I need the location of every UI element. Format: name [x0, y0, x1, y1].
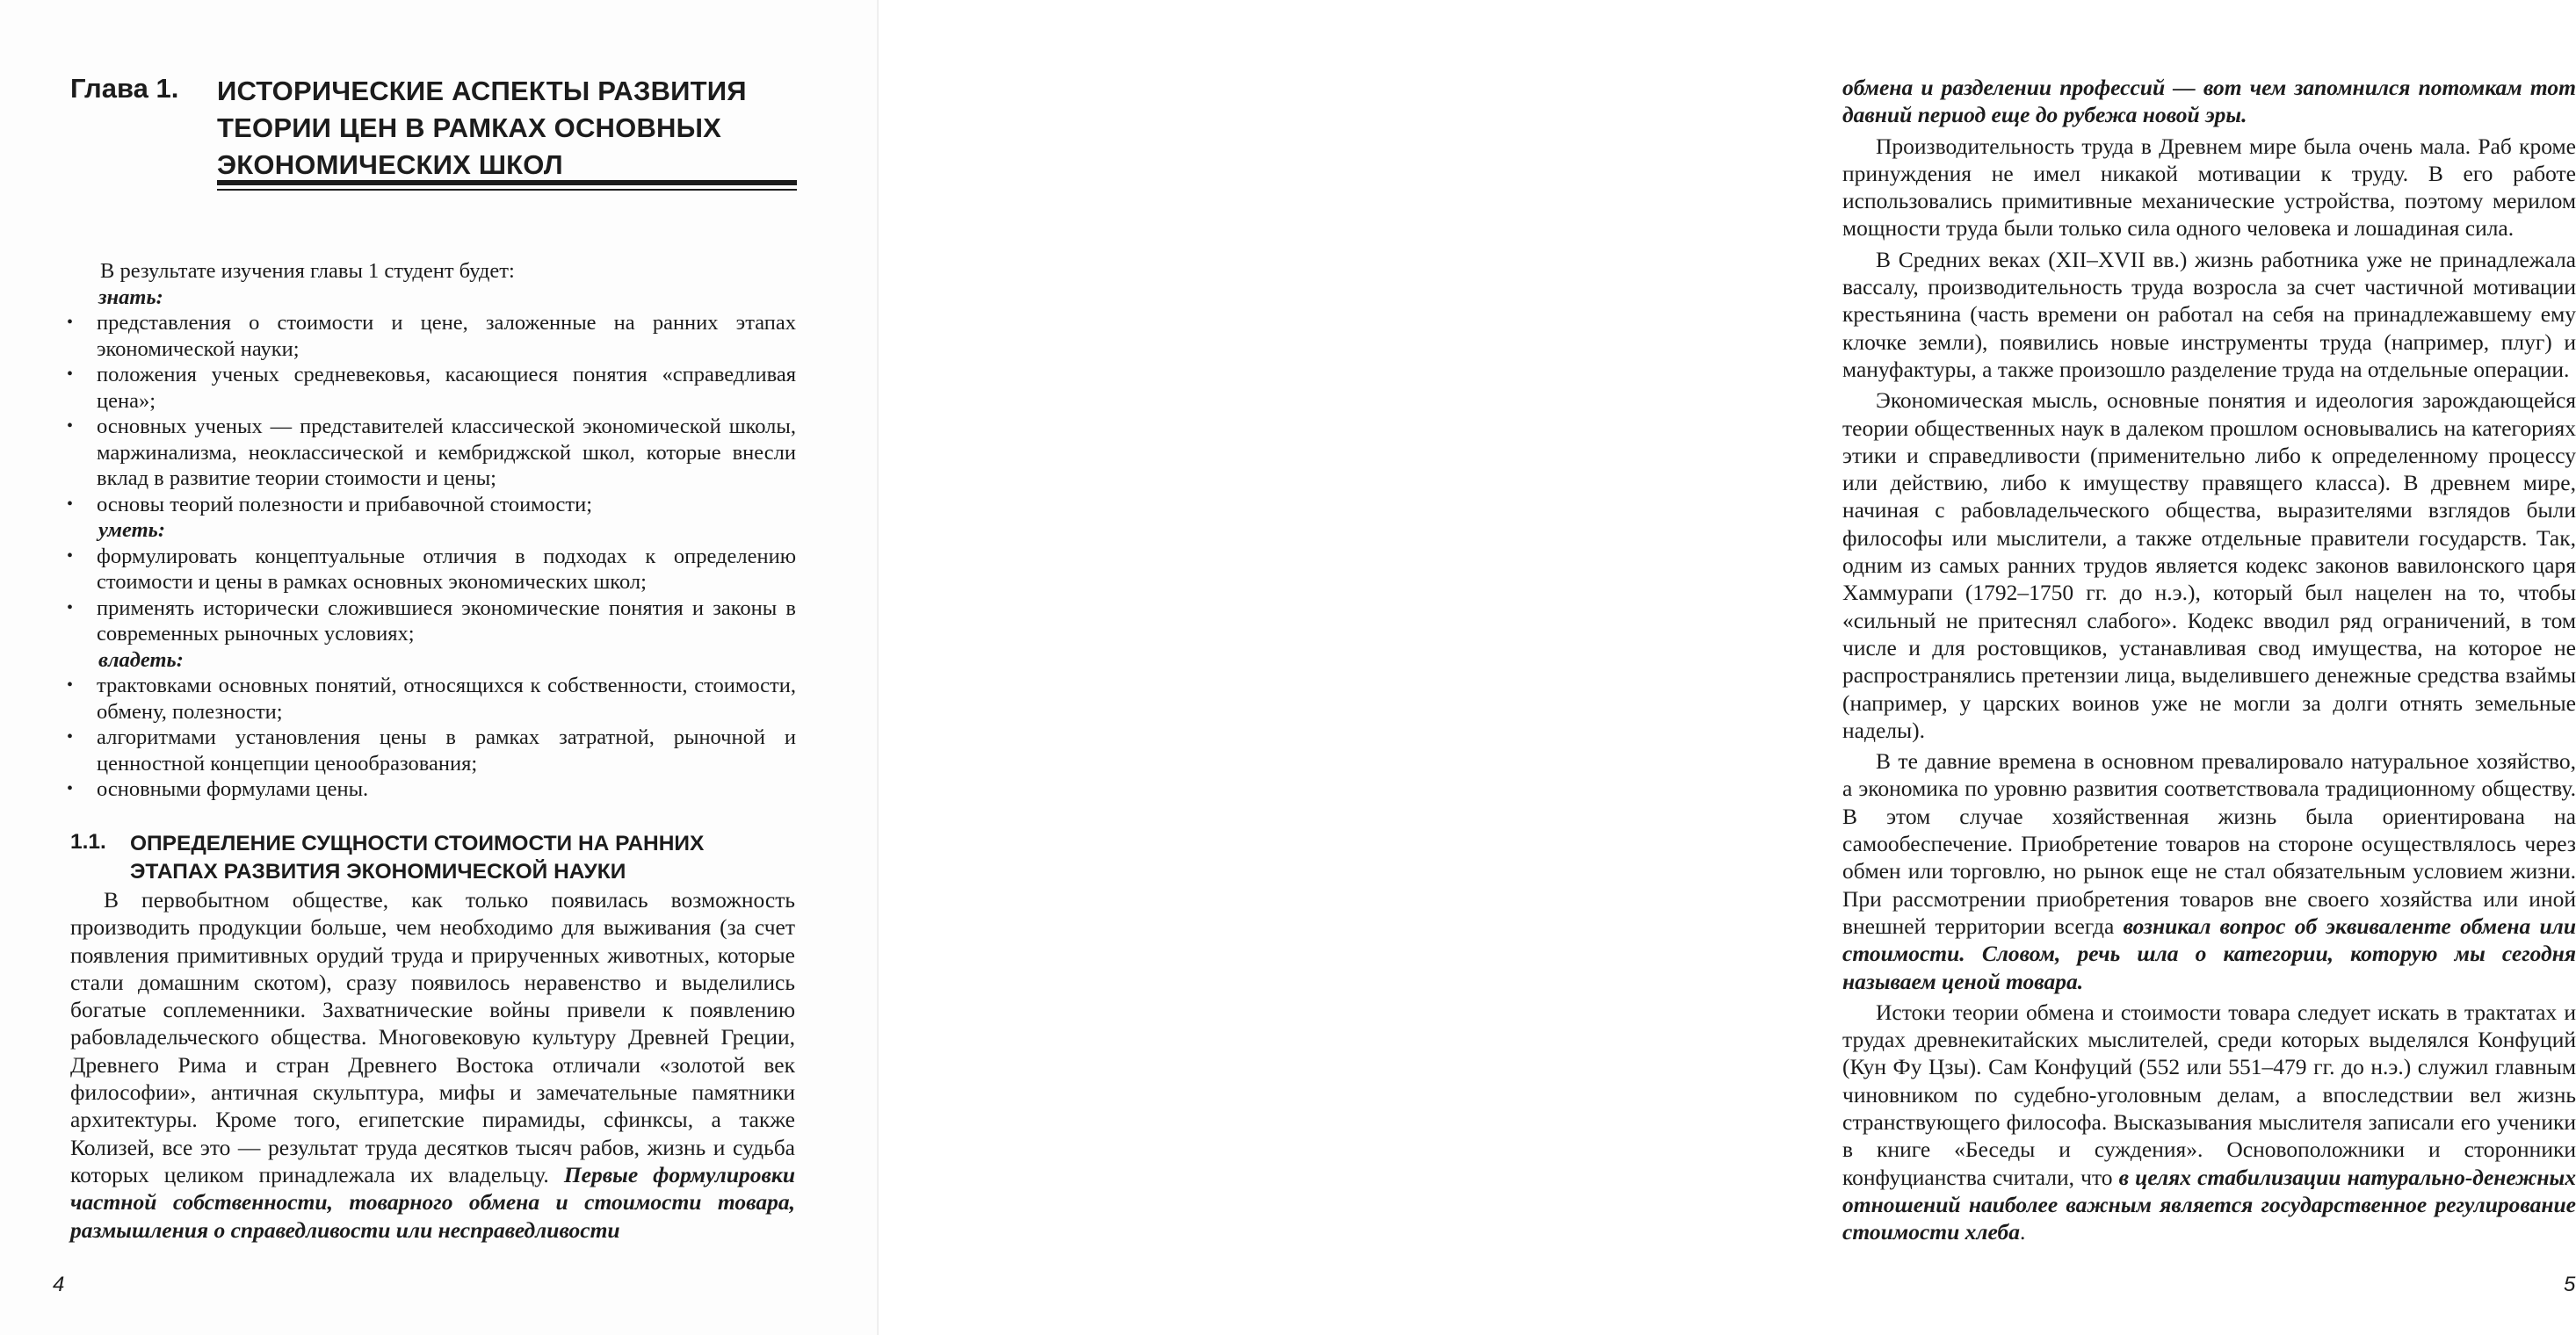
objectives-intro: В результате изучения главы 1 студент будет: — [100, 259, 515, 283]
page-number: 4 — [53, 1273, 65, 1296]
bullet-icon: • — [67, 597, 74, 617]
paragraph: В те давние времена в основном превалировало натуральное хозяйство, а экономика по уровню развития соответствовала традиционному обществу. В этом случае хозяйственная жизнь была ориентирована на самообеспечение. Приобретение товаров на стороне осуществлялось через обмен или торговлю, но рынок еще не стал обязательным условием жизни. При рассмотрении приобретения товаров вне своего хозяйства или иной внешней территории всегда возникал вопрос об эквиваленте обмена или стоимости. Словом, речь шла о категории, которую мы сегодня называем ценой товара. — [1842, 748, 2576, 994]
bullet-icon: • — [67, 779, 74, 798]
list-item: • применять исторически сложившиеся экономические понятия и законы в современных рыночных условиях; — [67, 595, 796, 646]
page-number: 5 — [2564, 1273, 2576, 1296]
bullet-icon: • — [67, 494, 74, 514]
list-item: • основы теорий полезности и прибавочной стоимости; — [67, 492, 593, 516]
section-number: 1.1. — [70, 830, 106, 854]
paragraph: Истоки теории обмена и стоимости товара следует искать в трактатах и трудах древнекитайских мыслителей, среди которых выделялся Конфуций (Кун Фу Цзы). Сам Конфуций (552 или 551–479 гг. до н.э.) служил главным чиновником по судебно-уголовным делам, а впоследствии вел жизнь странствующего философа. Высказывания мыслителя записали его ученики в книге «Беседы и суждения». Основоположники и сторонники конфуцианства считали, что в целях стабилизации натурально-денежных отношений наиболее важным является государственное регулирование стоимости хлеба. — [1842, 999, 2576, 1245]
body-emphasis: Первые формулировки частной собственности, товарного обмена и стоимости товара, размышления о справедливости или несправедливости — [70, 1161, 795, 1243]
chapter-rule-thick — [217, 180, 797, 185]
list-item: • трактовками основных понятий, относящихся к собственности, стоимости, обмену, полезности; — [67, 674, 796, 724]
continuation-emphasis: обмена и разделении профессий — вот чем запомнился потомкам тот давний период еще до рубежа новой эры. — [1842, 75, 2576, 128]
learning-objectives — [67, 258, 796, 803]
own-label: владеть: — [98, 647, 184, 672]
paragraph-emphasis: в целях стабилизации натурально-денежных отношений наиболее важным является государственное регулирование стоимости хлеба — [1842, 1164, 2576, 1245]
list-item: • алгоритмами установления цены в рамках затратной, рыночной и ценностной концепции ценообразования; — [67, 725, 796, 776]
right-body — [1842, 74, 2576, 1245]
list-item: • представления о стоимости и цене, заложенные на ранних этапах экономической науки; — [67, 311, 796, 361]
know-list — [67, 310, 796, 517]
paragraph: Экономическая мысль, основные понятия и идеология зарождающейся теории общественных наук в далеком прошлом основывались на категориях этики и справедливости (применительно либо к определенному процессу или действию, либо к имуществу правящего класса). В древнем мире, начиная с рабовладельческого общества, выразителями взглядов были философы или мыслители, а также отдельные правители государств. Так, одним из самых ранних трудов является кодекс законов вавилонского царя Хаммурапи (1792–1750 гг. до н.э.), который был нацелен на то, чтобы «сильный не притеснял слабого». Кодекс вводил ряд ограничений, в том числе и для ростовщиков, устанавливая свод имущества, на которое не распространялись претензии лица, выделившего денежные средства взаймы (например, у царских воинов уже не могли за долги отнять земельные наделы). — [1842, 387, 2576, 743]
list-item: • формулировать концептуальные отличия в подходах к определению стоимости и цены в рамках основных экономических школ; — [67, 544, 796, 594]
bullet-icon: • — [67, 313, 74, 332]
body-text: В первобытном обществе, как только появилась возможность производить продукции больше, чем необходимо для выживания (за счет появления примитивных орудий труда и прирученных животных, которые стали домашним скотом), сразу появилось неравенство и выделились богатые соплеменники. Захватнические войны привели к появлению рабовладельческого общества. Многовековую культуру Древней Греции, Древнего Рима и стран Древнего Востока отличали «золотой век философии», античная скульптура, мифы и замечательные памятники архитектуры. Кроме того, египетские пирамиды, сфинксы, а также Колизей, все это — результат труда десятков тысяч рабов, жизнь и судьба которых целиком принадлежала их владельцу. Первые формулировки частной собственности, товарного обмена и стоимости товара, размышления о справедливости или несправедливости — [70, 887, 795, 1243]
bullet-icon: • — [67, 545, 74, 566]
list-item: • основными формулами цены. — [67, 777, 369, 801]
know-label: знать: — [98, 285, 163, 309]
chapter-title: ИСТОРИЧЕСКИЕ АСПЕКТЫ РАЗВИТИЯ ТЕОРИИ ЦЕН В РАМКАХ ОСНОВНЫХ ЭКОНОМИЧЕСКИХ ШКОЛ — [217, 76, 747, 180]
chapter-rule-thin — [217, 189, 797, 191]
can-list — [67, 544, 796, 647]
paragraph: В Средних веках (XII–XVII вв.) жизнь работника уже не принадлежала вассалу, производительность труда возросла за счет частичной мотивации крестьянина (часть времени он работал на себя на принадлежавшему ему клочке земли), появились новые инструменты труда (например, плуг) и мануфактуры, а также произошло разделение труда на отдельные операции. — [1842, 246, 2576, 382]
body-paragraph — [70, 886, 795, 1244]
chapter-label: Глава 1. — [70, 73, 179, 104]
right-page — [879, 0, 2576, 1335]
paragraph-emphasis: возникал вопрос об эквиваленте обмена или стоимости. Словом, речь шла о категории, которую мы сегодня называем ценой товара. — [1842, 913, 2576, 994]
bullet-icon: • — [67, 416, 74, 436]
bullet-icon: • — [67, 675, 74, 695]
own-list — [67, 673, 796, 803]
section-title: ОПРЕДЕЛЕНИЕ СУЩНОСТИ СТОИМОСТИ НА РАННИХ ЭТАПАХ РАЗВИТИЯ ЭКОНОМИЧЕСКОЙ НАУКИ — [130, 832, 705, 884]
can-label: уметь: — [98, 518, 166, 542]
list-item: • основных ученых — представителей классической экономической школы, маржинализма, неоклассической и кембриджской школ, которые внесли вклад в развитие теории стоимости и цены; — [67, 415, 796, 490]
left-page — [0, 0, 879, 1335]
paragraph: Производительность труда в Древнем мире была очень мала. Раб кроме принуждения не имел никакой мотивации к труду. В его работе использовались примитивные механические устройства, поэтому мерилом мощности труда были только сила одного человека и лошадиная сила. — [1842, 133, 2576, 242]
bullet-icon: • — [67, 364, 74, 384]
bullet-icon: • — [67, 727, 74, 747]
list-item: • положения ученых средневековья, касающиеся понятия «справедливая цена»; — [67, 363, 796, 413]
